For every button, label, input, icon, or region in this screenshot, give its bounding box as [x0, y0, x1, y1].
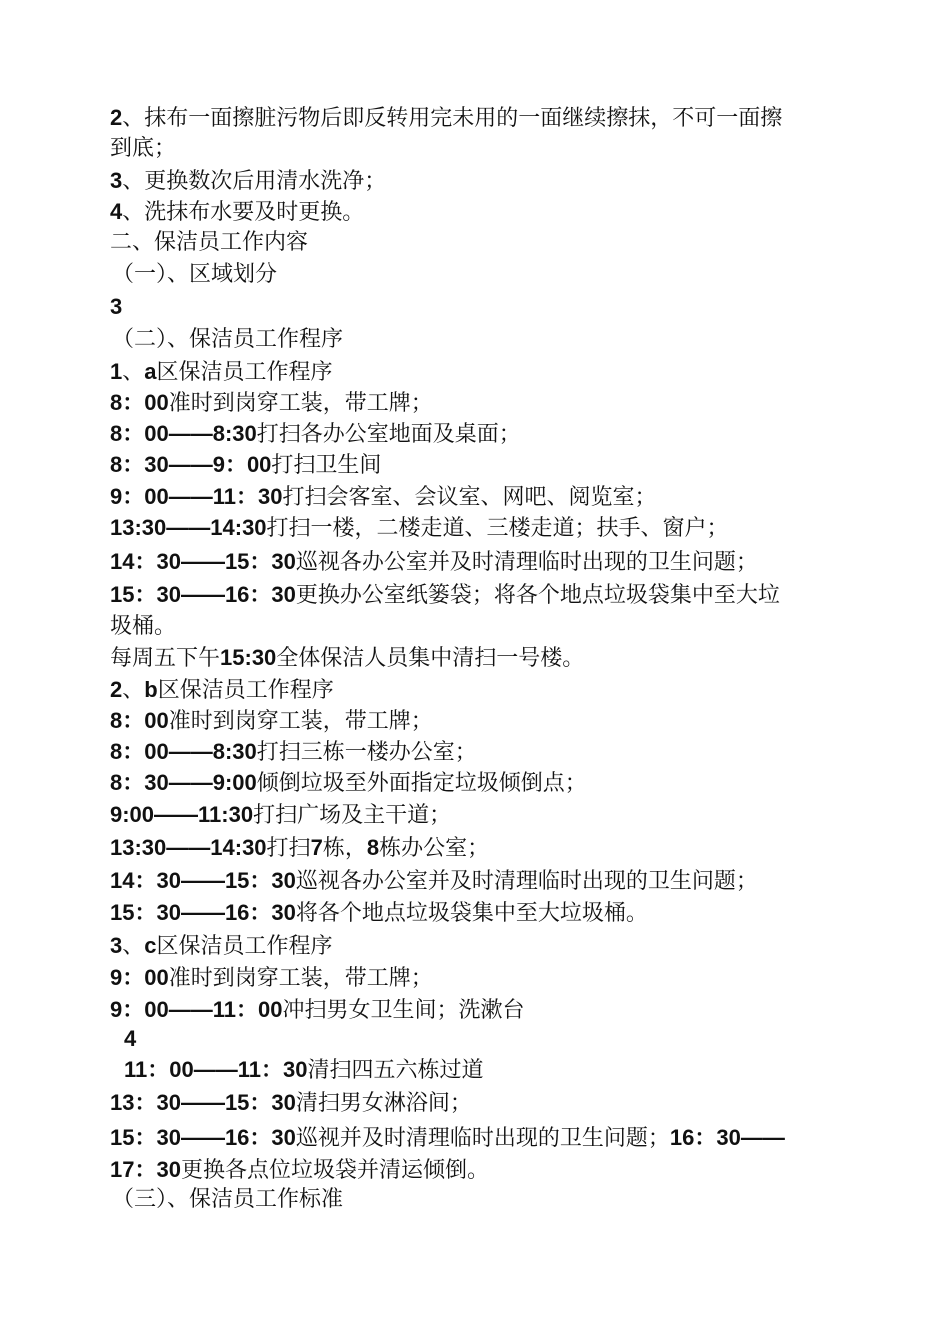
text-line: 2、b区保洁员工作程序: [110, 677, 334, 703]
schedule-line: 17：30更换各点位垃圾袋并清运倾倒。: [110, 1157, 489, 1183]
schedule-line: 13：30——15：30清扫男女淋浴间；: [110, 1090, 472, 1116]
schedule-line: 11：00——11：30清扫四五六栋过道: [124, 1057, 484, 1083]
schedule-line: 9：00——11：00冲扫男女卫生间；洗漱台: [110, 997, 525, 1023]
text-line: 到底；: [110, 136, 177, 161]
page-number: 3: [110, 294, 123, 319]
schedule-line: 14：30——15：30巡视各办公室并及时清理临时出现的卫生问题；: [110, 549, 758, 575]
schedule-line: 9：00——11：30打扫会客室、会议室、网吧、阅览室；: [110, 484, 657, 510]
text-line: 每周五下午15:30全体保洁人员集中清扫一号楼。: [110, 645, 585, 671]
schedule-line: 8：30——9：00打扫卫生间: [110, 452, 382, 478]
text-line: 1、a区保洁员工作程序: [110, 359, 333, 385]
schedule-line: 9：00准时到岗穿工装，带工牌；: [110, 965, 433, 991]
schedule-line: 8：00——8:30打扫三栋一楼办公室；: [110, 739, 477, 765]
schedule-line: 14：30——15：30巡视各办公室并及时清理临时出现的卫生问题；: [110, 868, 758, 894]
schedule-line: 15：30——16：30更换办公室纸篓袋；将各个地点垃圾袋集中至大垃: [110, 582, 780, 608]
schedule-line: 13:30——14:30打扫7栋，8栋办公室；: [110, 835, 490, 861]
schedule-line: 13:30——14:30打扫一楼，二楼走道、三楼走道；扶手、窗户；: [110, 515, 729, 541]
schedule-line: 8：00准时到岗穿工装，带工牌；: [110, 708, 433, 734]
subsection-heading: （一）、区域划分: [112, 262, 278, 287]
schedule-line: 8：30——9:00倾倒垃圾至外面指定垃圾倾倒点；: [110, 770, 587, 796]
section-heading: 二、保洁员工作内容: [110, 230, 309, 255]
schedule-line: 8：00准时到岗穿工装，带工牌；: [110, 390, 433, 416]
text-line: 2、抹布一面擦脏污物后即反转用完未用的一面继续擦抹，不可一面擦: [110, 105, 783, 131]
schedule-line: 15：30——16：30巡视并及时清理临时出现的卫生问题；16：30——: [110, 1125, 785, 1151]
text-line: 圾桶。: [110, 614, 177, 639]
schedule-line: 9:00——11:30打扫广场及主干道；: [110, 802, 452, 828]
schedule-line: 15：30——16：30将各个地点垃圾袋集中至大垃圾桶。: [110, 900, 648, 926]
text-line: 3、更换数次后用清水洗净；: [110, 168, 387, 194]
text-line: 3、c区保洁员工作程序: [110, 933, 333, 959]
subsection-heading: （三）、保洁员工作标准: [112, 1187, 344, 1212]
text-line: 4、洗抹布水要及时更换。: [110, 199, 365, 225]
page-number: 4: [124, 1026, 137, 1051]
schedule-line: 8：00——8:30打扫各办公室地面及桌面；: [110, 421, 521, 447]
subsection-heading: （二）、保洁员工作程序: [112, 327, 344, 352]
